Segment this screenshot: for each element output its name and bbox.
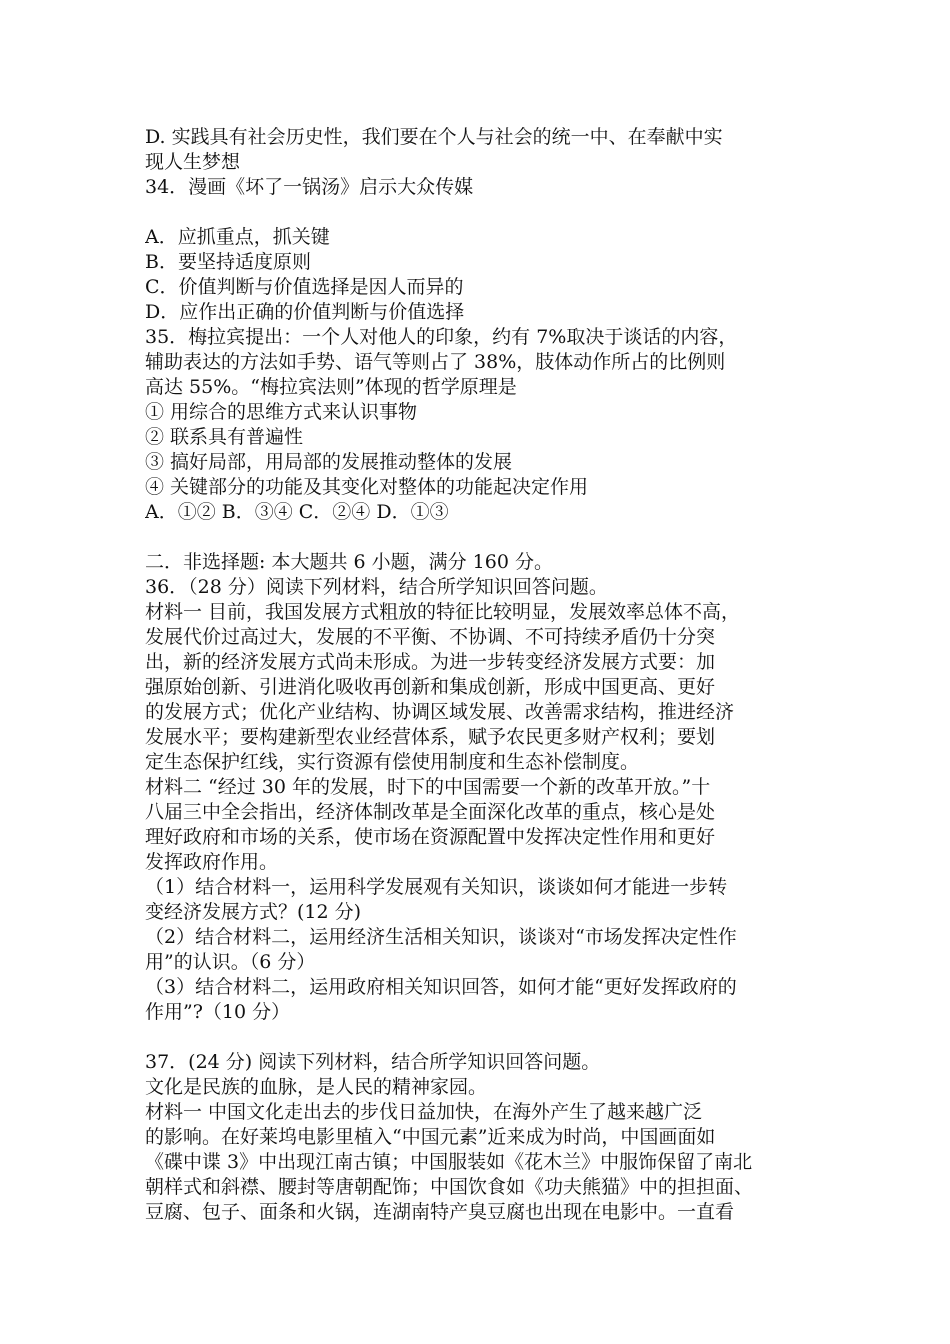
option-d-line-2: 现人生梦想 xyxy=(145,151,241,173)
question-34-option-c: C．价值判断与价值选择是因人而异的 xyxy=(145,276,464,298)
material-1-line-3: 出，新的经济发展方式尚未形成。为进一步转变经济发展方式要：加 xyxy=(145,651,716,673)
material-2-line-3: 理好政府和市场的关系，使市场在资源配置中发挥决定性作用和更好 xyxy=(145,826,716,848)
sub-question-2-line-2: 用”的认识。（6 分） xyxy=(145,951,316,973)
material-1-line-5: 的发展方式；优化产业结构、协调区域发展、改善需求结构，推进经济 xyxy=(145,701,735,723)
q37-material-1-line-5: 豆腐、包子、面条和火锅，连湖南特产臭豆腐也出现在电影中。一直看 xyxy=(145,1201,735,1223)
question-34-option-a: A．应抓重点，抓关键 xyxy=(145,226,330,248)
question-35-options: A．①② B．③④ C．②④ D．①③ xyxy=(145,501,449,523)
sub-question-3-line-1: （3）结合材料二，运用政府相关知识回答，如何才能“更好发挥政府的 xyxy=(145,976,737,998)
question-36-stem: 36．（28 分）阅读下列材料，结合所学知识回答问题。 xyxy=(145,576,608,598)
q37-material-1-line-3: 《碟中谍 3》中出现江南古镇；中国服装如《花木兰》中服饰保留了南北 xyxy=(145,1151,753,1173)
question-34-option-d: D．应作出正确的价值判断与价值选择 xyxy=(145,301,465,323)
sub-question-3-line-2: 作用”?（10 分） xyxy=(145,1001,291,1023)
sub-question-1-line-1: （1）结合材料一，运用科学发展观有关知识，谈谈如何才能进一步转 xyxy=(145,876,728,898)
blank-line xyxy=(145,525,815,550)
material-1-line-2: 发展代价过高过大，发展的不平衡、不协调、不可持续矛盾仍十分突 xyxy=(145,626,716,648)
q37-material-1-line-1: 材料一 中国文化走出去的步伐日益加快，在海外产生了越来越广泛 xyxy=(145,1101,703,1123)
q37-material-1-line-2: 的影响。在好莱坞电影里植入“中国元素”近来成为时尚，中国画面如 xyxy=(145,1126,716,1148)
question-34-option-b: B．要坚持适度原则 xyxy=(145,251,311,273)
material-2-line-1: 材料二 “经过 30 年的发展，时下的中国需要一个新的改革开放。”十 xyxy=(145,776,711,798)
question-35-item-1: ① 用综合的思维方式来认识事物 xyxy=(145,401,418,423)
sub-question-1-line-2: 变经济发展方式？(12 分) xyxy=(145,901,362,923)
question-34-stem: 34．漫画《坏了一锅汤》启示大众传媒 xyxy=(145,176,474,198)
material-1-line-4: 强原始创新、引进消化吸收再创新和集成创新，形成中国更高、更好 xyxy=(145,676,716,698)
material-1-line-6: 发展水平；要构建新型农业经营体系，赋予农民更多财产权利；要划 xyxy=(145,726,716,748)
question-35-item-4: ④ 关键部分的功能及其变化对整体的功能起决定作用 xyxy=(145,476,589,498)
question-35-item-3: ③ 搞好局部，用局部的发展推动整体的发展 xyxy=(145,451,513,473)
question-35-stem-line-2: 辅助表达的方法如手势、语气等则占了 38%，肢体动作所占的比例则 xyxy=(145,351,726,373)
material-1-line-7: 定生态保护红线，实行资源有偿使用制度和生态补偿制度。 xyxy=(145,751,640,773)
question-35-stem-line-3: 高达 55%。“梅拉宾法则”体现的哲学原理是 xyxy=(145,376,517,398)
material-2-line-4: 发挥政府作用。 xyxy=(145,851,279,873)
q37-material-1-line-4: 朝样式和斜襟、腰封等唐朝配饰；中国饮食如《功夫熊猫》中的担担面、 xyxy=(145,1176,754,1198)
sub-question-2-line-1: （2）结合材料二，运用经济生活相关知识，谈谈对“市场发挥决定性作 xyxy=(145,926,737,948)
document-page xyxy=(145,125,815,1225)
question-35-stem-line-1: 35．梅拉宾提出：一个人对他人的印象，约有 7%取决于谈话的内容， xyxy=(145,326,738,348)
question-37-intro: 文化是民族的血脉，是人民的精神家园。 xyxy=(145,1076,488,1098)
blank-line xyxy=(145,200,815,225)
material-2-line-2: 八届三中全会指出，经济体制改革是全面深化改革的重点，核心是处 xyxy=(145,801,716,823)
section-2-heading: 二．非选择题: 本大题共 6 小题，满分 160 分。 xyxy=(145,551,553,573)
blank-line xyxy=(145,1025,815,1050)
question-35-item-2: ② 联系具有普遍性 xyxy=(145,426,304,448)
material-1-line-1: 材料一 目前，我国发展方式粗放的特征比较明显，发展效率总体不高， xyxy=(145,601,741,623)
question-37-stem: 37．(24 分) 阅读下列材料，结合所学知识回答问题。 xyxy=(145,1051,601,1073)
option-d-line-1: D. 实践具有社会历史性，我们要在个人与社会的统一中、在奉献中实 xyxy=(145,126,723,148)
